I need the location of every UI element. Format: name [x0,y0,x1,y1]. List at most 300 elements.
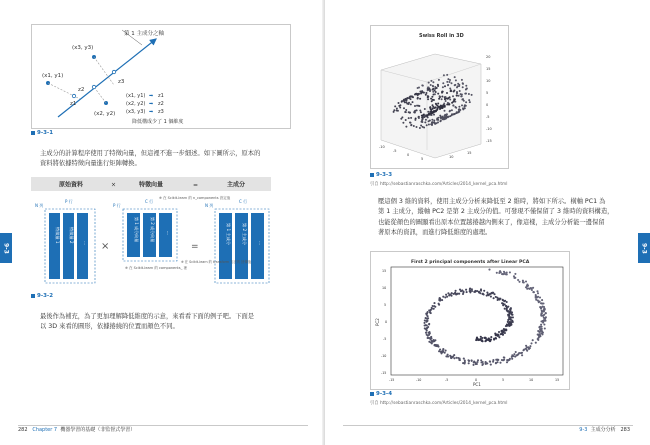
pca-point [479,292,481,294]
figure-9-3-2 [31,177,271,287]
svg-text:5: 5 [384,303,387,307]
pca-point [539,306,541,308]
swiss-point [414,105,416,107]
swiss-point [415,93,417,95]
swiss-point [423,114,425,116]
pca-point [513,353,515,355]
figure-caption-9-3-4: 9-3-4 [370,391,392,397]
swiss-point [430,84,432,86]
pca-point [453,354,455,356]
swiss-point [430,80,432,82]
pca-point [426,330,428,332]
swiss-point [425,94,427,96]
pca-point [542,320,544,322]
pca-point [481,339,483,341]
pca-point [509,308,511,310]
swiss-point [449,81,451,83]
chapter-tab-right: 9-3 [638,233,650,263]
swiss-point [419,127,421,129]
pca-point [495,338,497,340]
pca-point [506,310,508,312]
svg-text:15: 15 [467,151,472,155]
pca-point [525,345,527,347]
swiss-point [417,87,419,89]
pca-point [506,273,508,275]
swiss-point [461,79,463,81]
swiss-point [436,122,438,124]
swiss-point [452,95,454,97]
pca-point [427,335,429,337]
pca-point [498,299,500,301]
swiss-point [419,98,421,100]
pca-point [511,314,513,316]
pca-point [448,294,450,296]
pca-point [506,359,508,361]
pca-point [486,339,488,341]
svg-text:-15: -15 [389,378,395,382]
swiss-point [410,124,412,126]
swiss-point [410,103,412,105]
swiss-point [432,108,434,110]
pca-point [427,317,429,319]
swiss-point [426,115,428,117]
swiss-point [469,101,471,103]
pca-point [442,296,444,298]
swiss-point [430,123,432,125]
swiss-point [411,96,413,98]
pca-point [436,345,438,347]
pca-point [444,296,446,298]
pca-point [481,364,483,366]
swiss-point [456,92,458,94]
pca-point [457,293,459,295]
pca-scatter-plot [371,252,569,389]
pca-point [479,339,481,341]
pca-point [462,293,464,295]
pca-point [488,269,490,271]
pca-point [502,299,504,301]
z-ticks [486,55,492,143]
pca-point [426,319,428,321]
swiss-point [417,97,419,99]
swiss-point [429,106,431,108]
swiss-point [405,111,407,113]
pca-point [430,312,432,314]
swiss-point [463,100,465,102]
pca-point [475,363,477,365]
pca-point [509,271,511,273]
chapter-tab-left: 9-3 [0,233,12,263]
swiss-point [405,119,407,121]
pca-point [433,302,435,304]
pca-point [451,292,453,294]
pca-point [496,334,498,336]
svg-text:=: = [193,181,199,189]
svg-text:※ 在 Scikit-learn 的 n_component: ※ 在 Scikit-learn 的 n_components 設定值 [159,196,231,200]
figure-9-3-1 [31,24,291,129]
swiss-point [451,114,453,116]
x-axis-label: PC1 [473,382,481,387]
svg-text:C 行: C 行 [145,199,154,204]
pca-point [507,306,509,308]
pca-point [512,316,514,318]
svg-text:-5: -5 [486,115,490,119]
pca-point [469,288,471,290]
pca-point [428,341,430,343]
pca-point [472,364,474,366]
swiss-point [439,96,441,98]
swiss-point [439,106,441,108]
swiss-point [434,107,436,109]
swiss-point [413,125,415,127]
swiss-point [422,118,424,120]
pca-point [541,328,543,330]
swiss-point [433,114,435,116]
swiss-point [410,122,412,124]
pca-point [537,339,539,341]
pc-col-3 [251,213,264,279]
svg-text:※ 在 Scikit-learn 的 components_: ※ 在 Scikit-learn 的 components_ 裡 [125,266,187,270]
pca-point [445,294,447,296]
plot-title: First 2 principal components after Linear PCA [411,260,530,265]
swiss-point [428,82,430,84]
swiss-point [446,98,448,100]
svg-text:原始資料: 原始資料 [59,181,84,189]
swiss-point [459,90,461,92]
swiss-point [436,118,438,120]
pca-point [544,327,546,329]
svg-text:-5: -5 [445,378,449,382]
swiss-point [419,110,421,112]
swiss-point [405,126,407,128]
swiss-point [430,98,432,100]
swiss-point [440,116,442,118]
swiss-roll-3d-plot [371,26,508,168]
pca-point [489,339,491,341]
pca-point [463,358,465,360]
swiss-point [444,114,446,116]
swiss-point [412,101,414,103]
pca-point [501,330,503,332]
swiss-point [458,95,460,97]
swiss-point [433,120,435,122]
pca-point [506,361,508,363]
svg-text:※ 在 Scikit-learn 的 transform 方: ※ 在 Scikit-learn 的 transform 方法的 回傳值 [181,260,252,264]
pca-point [526,350,528,352]
pca-point [439,299,441,301]
figure-source-9-3-3: 引自 http://sebastianraschka.com/Articles/2014_kernel_pca.html [370,182,508,187]
pca-point [501,273,503,275]
svg-text:0: 0 [475,378,478,382]
swiss-point [458,109,460,111]
pca-point [538,331,540,333]
svg-text:=: = [191,242,199,252]
pca-point [541,299,543,301]
swiss-point [406,98,408,100]
pca-point [493,338,495,340]
pca-point [480,288,482,290]
swiss-point [460,93,462,95]
svg-text:➡: ➡ [149,93,154,99]
swiss-point [461,104,463,106]
pca-point [464,361,466,363]
swiss-point [410,117,412,119]
svg-text:C 行: C 行 [239,199,248,204]
pca-point [476,361,478,363]
axis-label: 第 1 主成分之軸 [124,31,164,37]
pca-point [523,349,525,351]
pca-point [473,291,475,293]
pca-point [485,361,487,363]
pca-point [544,318,546,320]
pca-point [490,364,492,366]
swiss-point [425,119,427,121]
swiss-point [441,98,443,100]
pca-point [427,311,429,313]
swiss-point [421,121,423,123]
swiss-point [429,113,431,115]
pca-point [476,338,478,340]
swiss-point [419,91,421,93]
pca-point [539,296,541,298]
svg-text:10: 10 [529,378,534,382]
swiss-point [465,85,467,87]
pca-point [504,332,506,334]
pca-point [486,362,488,364]
swiss-point [449,79,451,81]
pca-point [508,359,510,361]
pca-point [541,330,543,332]
pca-point [424,324,426,326]
svg-text:15: 15 [555,378,560,382]
pca-point [493,297,495,299]
pca-point [451,357,453,359]
pca-point [469,291,471,293]
paragraph-1: 主成分的計算程序使用了特徵向量，但這裡不進一步細述。如下圖所示，原本的 資料將依據特徵向量進行矩陣轉換。 [40,150,261,168]
pca-point [465,289,467,291]
swiss-point [432,104,434,106]
pca-point [430,309,432,311]
swiss-point [410,96,412,98]
swiss-point [408,111,410,113]
svg-text:(x3, y3): (x3, y3) [126,109,146,115]
pca-point [532,339,534,341]
swiss-point [437,103,439,105]
swiss-point [401,100,403,102]
swiss-point [420,111,422,113]
pca-point [424,327,426,329]
pca-point [453,293,455,295]
swiss-point [427,87,429,89]
swiss-point [431,119,433,121]
svg-text:-10: -10 [381,354,387,358]
svg-text:特徵量 1: 特徵量 1 [55,227,60,244]
swiss-point [434,86,436,88]
swiss-point [402,122,404,124]
swiss-point [454,76,456,78]
swiss-point [449,99,451,101]
pca-point [543,323,545,325]
pca-point [537,292,539,294]
swiss-point [442,104,444,106]
pca-point [514,273,516,275]
swiss-point [398,102,400,104]
pca-point [490,336,492,338]
point-label-2: (x2, y2) [94,111,116,117]
swiss-point [394,105,396,107]
swiss-point [449,88,451,90]
swiss-point [446,74,448,76]
pca-point [433,344,435,346]
pca-point [427,337,429,339]
left-footer: 282 Chapter 7 機器學習的基礎（非監督式學習） [18,427,136,433]
pca-point [473,361,475,363]
pca-point [516,354,518,356]
pca-point [431,340,433,342]
pca-point [543,310,545,312]
original-col-3 [77,213,88,279]
swiss-point [408,103,410,105]
pca-point [543,306,545,308]
swiss-point [403,107,405,109]
figure-caption-9-3-2: 9-3-2 [31,293,53,299]
swiss-point [396,110,398,112]
pca-point [515,351,517,353]
pca-point [480,359,482,361]
pca-point [497,359,499,361]
swiss-point [468,99,470,101]
pca-point [507,315,509,317]
pca-point [423,322,425,324]
svg-text:20: 20 [486,55,491,59]
pca-point [492,361,494,363]
svg-text:...: ... [83,241,88,245]
y-axis-label: PC2 [375,318,380,326]
pca-point [501,333,503,335]
swiss-point [449,110,451,112]
plot-title: Swiss Roll in 3D [419,33,464,39]
swiss-point [444,118,446,120]
pca-point [537,296,539,298]
pca-point [530,342,532,344]
svg-text:z2: z2 [158,101,164,107]
swiss-point [455,107,457,109]
pca-point [460,290,462,292]
swiss-point [435,110,437,112]
pca-point [439,349,441,351]
swiss-point [462,82,464,84]
pca-point [506,301,508,303]
svg-text:➡: ➡ [149,101,154,107]
swiss-point [404,99,406,101]
swiss-point [462,86,464,88]
pca-point [507,319,509,321]
swiss-point [414,119,416,121]
pca-point [455,357,457,359]
svg-text:z3: z3 [158,109,164,115]
swiss-point [422,126,424,128]
pca-point [510,316,512,318]
swiss-point [431,96,433,98]
swiss-point [396,108,398,110]
svg-text:第 2 成分向量: 第 2 成分向量 [150,217,155,243]
reduction-note: 降低構成少了 1 個維度 [132,119,184,125]
pca-point [490,292,492,294]
swiss-point [451,82,453,84]
pca-point [496,297,498,299]
paragraph-2: 最後作為補充，為了更加理解降低維度的示意，來看看下面的例子吧。下面是 以 3D 來看的圓形，依據捲繞的位置而顏色不同。 [40,313,255,331]
pca-point [503,357,505,359]
svg-text:×: × [101,241,110,252]
right-page [325,0,650,445]
swiss-point [405,101,407,103]
svg-text:主成分: 主成分 [227,181,246,189]
swiss-point [416,109,418,111]
swiss-point [458,106,460,108]
swiss-point [471,94,473,96]
swiss-point [434,93,436,95]
swiss-point [444,110,446,112]
swiss-point [446,92,448,94]
swiss-point [444,98,446,100]
svg-text:...: ... [258,241,263,245]
swiss-point [431,111,433,113]
mapping-list [126,93,183,125]
pca-point [499,362,501,364]
swiss-point [408,117,410,119]
pca-point [434,306,436,308]
swiss-point [465,101,467,103]
figure-caption-9-3-3: 9-3-3 [370,172,392,178]
swiss-point [452,104,454,106]
pca-point [486,292,488,294]
right-footer: 9-3 主成分分析 283 [579,427,630,433]
pca-point [521,352,523,354]
pca-point [511,358,513,360]
paragraph-right: 壓這個 3 維的資料，使用主成分分析來降低至 2 維時，將如下所示。橫軸 PC1 為 第 1 主成分，縱軸 PC2 是第 2 主成分的值。可發現不僅保留了 3 維時的資料構造， 也能從顏色的圖顯看出原本位置越捲越內側來了，像這樣，主成分分析能一邊保留 著原本的資訊，而進行降低維度的處理。 [378,198,614,237]
pca-point [482,293,484,295]
swiss-point [416,126,418,128]
swiss-point [454,84,456,86]
swiss-point [433,121,435,123]
svg-text:z2: z2 [78,87,85,93]
swiss-point [450,89,452,91]
pca-point [458,359,460,361]
pca-point [444,352,446,354]
projection-z2 [92,85,95,88]
swiss-point [468,93,470,95]
pca-point [507,321,509,323]
pca-point [467,359,469,361]
pca-point [506,271,508,273]
swiss-point [430,108,432,110]
pca-point [484,340,486,342]
pca-point [504,272,506,274]
swiss-point [428,124,430,126]
pca-point [495,359,497,361]
svg-text:z1: z1 [70,101,77,107]
pca-point [425,317,427,319]
pca-point [485,337,487,339]
swiss-point [421,115,423,117]
swiss-point [436,105,438,107]
svg-text:...: ... [166,231,171,235]
pca-point [543,314,545,316]
swiss-point [422,85,424,87]
pca-point [505,305,507,307]
pca-point [433,308,435,310]
pca-point [525,280,527,282]
